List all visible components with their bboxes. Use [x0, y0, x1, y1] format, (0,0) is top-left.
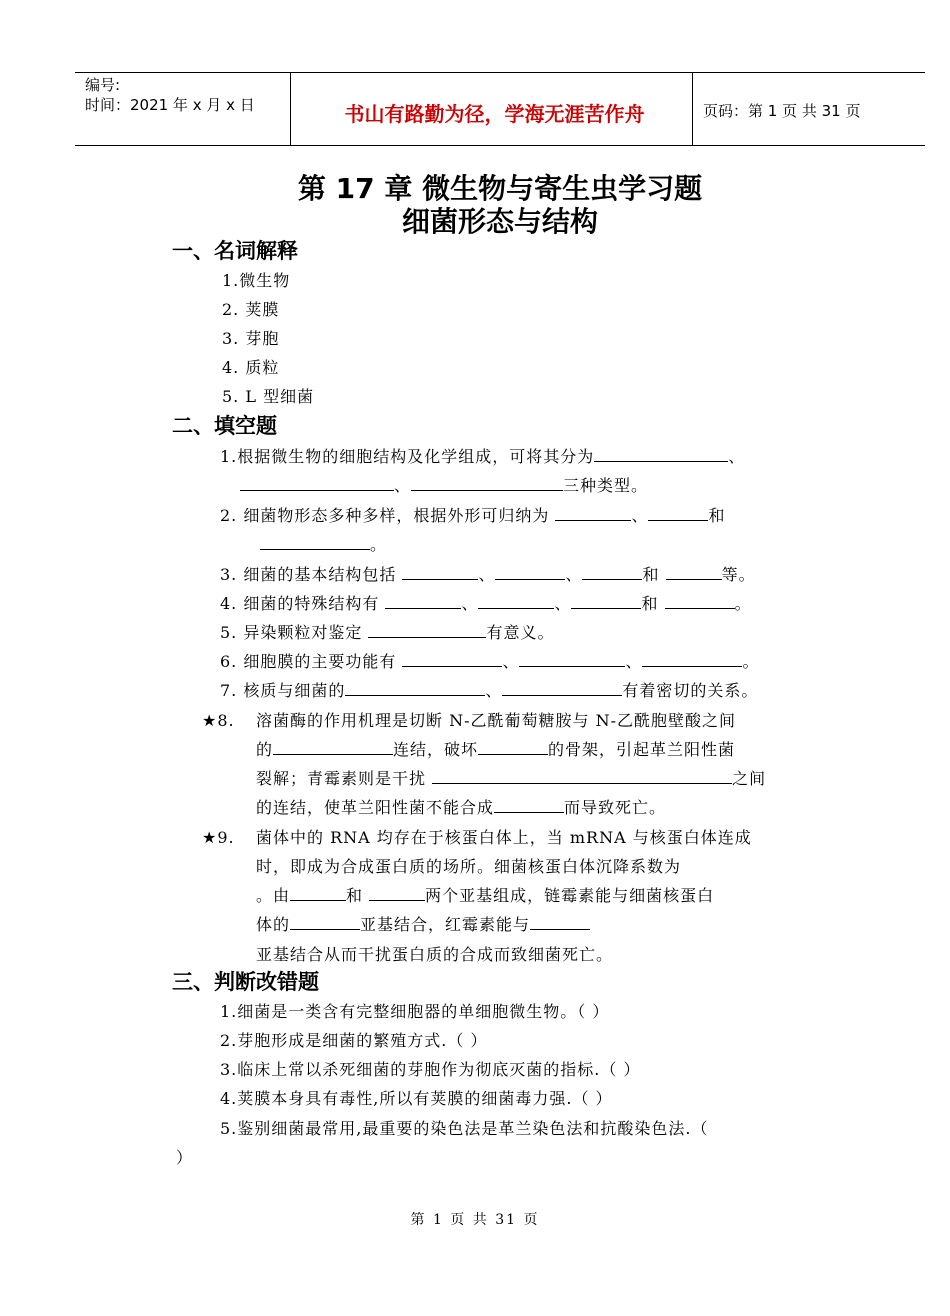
answer-blank[interactable]	[666, 563, 722, 580]
answer-blank[interactable]	[369, 884, 425, 901]
fill-question-4: 4. 细菌的特殊结构有 、 、 和 。	[220, 594, 752, 613]
answer-blank[interactable]	[432, 767, 732, 784]
fill-question-1-cont: 、 三种类型。	[240, 474, 648, 498]
fill-question-9-cont: 亚基结合从而干扰蛋白质的合成而致细菌死亡。	[256, 945, 614, 964]
section-heading-true-false: 三、判断改错题	[172, 970, 319, 994]
fill-question-2-cont: 。	[260, 533, 387, 557]
term-item: 5. L 型细菌	[222, 387, 315, 406]
answer-blank[interactable]	[571, 592, 641, 609]
answer-blank[interactable]	[411, 474, 563, 491]
code-label: 编号:	[85, 76, 121, 94]
answer-blank[interactable]	[555, 504, 631, 521]
section-heading-fill-blank: 二、填空题	[172, 414, 277, 438]
fill-question-8: 溶菌酶的作用机理是切断 N-乙酰葡萄糖胺与 N-乙酰胞壁酸之间	[256, 711, 736, 730]
fill-question-3: 3. 细菌的基本结构包括 、 、 和 等。	[220, 565, 756, 584]
page-footer: 第 1 页 共 31 页	[410, 1212, 540, 1228]
answer-blank[interactable]	[642, 650, 742, 667]
answer-blank[interactable]	[273, 738, 393, 755]
chapter-subtitle: 细菌形态与结构	[401, 205, 598, 238]
answer-blank[interactable]	[478, 738, 548, 755]
fill-question-7: 7. 核质与细菌的 、 有着密切的关系。	[220, 681, 759, 700]
answer-blank[interactable]	[519, 650, 625, 667]
answer-blank[interactable]	[494, 796, 564, 813]
answer-blank[interactable]	[385, 592, 461, 609]
answer-blank[interactable]	[260, 533, 370, 550]
term-item: 3. 芽胞	[222, 329, 280, 348]
term-item: 1.微生物	[222, 271, 291, 290]
time-label: 时间：2021 年 x 月 x 日	[85, 96, 255, 114]
fill-question-5: 5. 异染颗粒对鉴定 有意义。	[220, 623, 555, 642]
fill-question-8-cont: 裂解；青霉素则是干扰 之间	[256, 769, 767, 788]
term-item: 2. 荚膜	[222, 300, 280, 319]
answer-blank[interactable]	[368, 621, 486, 638]
header-page-info: 页码：第 1 页 共 31 页	[703, 102, 861, 120]
judgement-item: 3.临床上常以杀死细菌的芽胞作为彻底灭菌的指标.（ ）	[220, 1060, 641, 1079]
fill-question-9-cont: 体的 亚基结合，红霉素能与	[256, 913, 590, 937]
fill-question-8-cont: 的 连结，破坏 的骨架，引起革兰阳性菌	[256, 740, 736, 759]
page-header	[75, 72, 925, 146]
answer-blank[interactable]	[502, 679, 622, 696]
judgement-item: 2.芽胞形成是细菌的繁殖方式.（ ）	[220, 1031, 488, 1050]
judgement-item: 4.荚膜本身具有毒性,所以有荚膜的细菌毒力强.（ ）	[220, 1089, 613, 1108]
starred-question-marker: ★9.	[202, 828, 235, 847]
judgement-item-tail: ）	[176, 1148, 194, 1167]
fill-question-1: 1.根据微生物的细胞结构及化学组成，可将其分为 、	[220, 447, 746, 466]
judgement-item: 1.细菌是一类含有完整细胞器的单细胞微生物。（ ）	[220, 1002, 610, 1021]
starred-question-marker: ★8.	[202, 711, 235, 730]
answer-blank[interactable]	[582, 563, 642, 580]
answer-blank[interactable]	[290, 884, 346, 901]
header-top-rule	[75, 72, 925, 73]
fill-question-9-cont: 。由 和 两个亚基组成，链霉素能与细菌核蛋白	[256, 886, 715, 905]
answer-blank[interactable]	[402, 650, 502, 667]
answer-blank[interactable]	[478, 592, 554, 609]
answer-blank[interactable]	[240, 474, 394, 491]
header-slogan: 书山有路勤为径，学海无涯苦作舟	[344, 102, 645, 126]
header-bottom-rule	[75, 145, 925, 146]
fill-question-2: 2. 细菌物形态多种多样，根据外形可归纳为 、 和	[220, 506, 726, 525]
chapter-title: 第 17 章 微生物与寄生虫学习题	[297, 172, 703, 205]
header-divider-left	[290, 72, 291, 146]
answer-blank[interactable]	[648, 504, 708, 521]
term-item: 4. 质粒	[222, 358, 280, 377]
fill-question-8-cont: 的连结，使革兰阳性菌不能合成 而导致死亡。	[256, 798, 667, 817]
answer-blank[interactable]	[530, 913, 590, 930]
answer-blank[interactable]	[345, 679, 485, 696]
answer-blank[interactable]	[495, 563, 565, 580]
fill-question-9: 菌体中的 RNA 均存在于核蛋白体上，当 mRNA 与核蛋白体连成	[256, 828, 752, 847]
answer-blank[interactable]	[594, 445, 728, 462]
fill-question-9-cont: 时，即成为合成蛋白质的场所。细菌核蛋白体沉降系数为	[256, 857, 682, 876]
section-heading-terms: 一、名词解释	[172, 239, 298, 263]
judgement-item: 5.鉴别细菌最常用,最重要的染色法是革兰染色法和抗酸染色法.（	[220, 1119, 709, 1138]
fill-question-6: 6. 细胞膜的主要功能有 、 、 。	[220, 652, 760, 671]
answer-blank[interactable]	[290, 913, 360, 930]
answer-blank[interactable]	[402, 563, 478, 580]
answer-blank[interactable]	[665, 592, 735, 609]
